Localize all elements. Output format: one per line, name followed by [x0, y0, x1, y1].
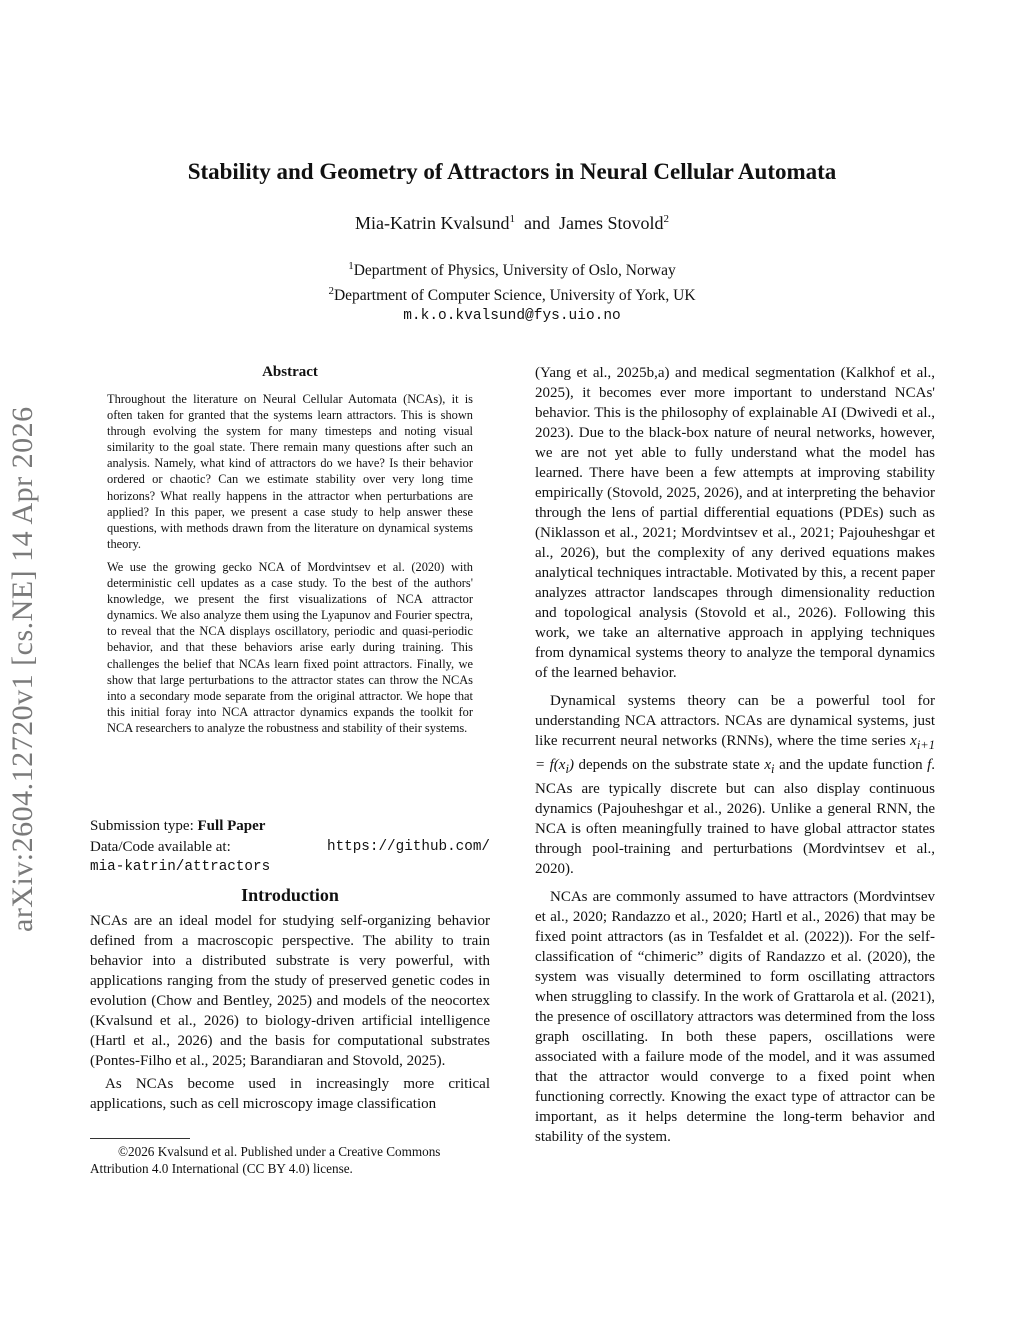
submission-info [90, 816, 490, 878]
paper-title: Stability and Geometry of Attractors in Neural Cellular Automata [187, 159, 837, 184]
body-paragraph: (Yang et al., 2025b,a) and medical segmentation (Kalkhof et al., 2025), it becomes ever more important to understand NCAs' behavior. This is the philosophy of explainable AI (Dwivedi et al., 2023). Due to the black-box nature of neural networks, however, we are not yet able to fully understand what the model has learned. There have been a few attempts at improving stability empirically (Stovold, 2025, 2026), and at interpreting the behavior through the lens of partial differential equations (PDEs) such as (Niklasson et al., 2021; Mordvintsev et al., 2021; Pajouheshgar et al., 2026), but the complexity of any derived equations makes analytical techniques intractable. Motivated by this, a recent paper analyzes attractor landscapes through dimensionality reduction and topological analysis (Stovold et al., 2026). Following this work, we take an alternative approach in applying techniques from dynamical systems theory to analyze the temporal dynamics of the learned behavior. [535, 365, 935, 681]
introduction-heading: Introduction [241, 885, 339, 905]
footnote-divider [90, 1138, 190, 1139]
author-name: Mia-Katrin Kvalsund [355, 213, 510, 233]
affiliation-text: Department of Physics, University of Oslo, Norway [353, 262, 676, 280]
affiliation-text: Department of Computer Science, University of York, UK [333, 287, 696, 305]
arxiv-identifier: arXiv:2604.12720v1 [cs.NE] 14 Apr 2026 [6, 406, 39, 932]
data-label: Data/Code available at: [90, 838, 231, 855]
data-availability [90, 837, 490, 858]
author-email[interactable]: m.k.o.kvalsund@fys.uio.no [403, 308, 621, 325]
affiliation-line [0, 281, 1024, 306]
submission-label: Submission type: [90, 818, 194, 834]
affiliation-marker: 1 [509, 213, 515, 225]
affiliation-line [0, 256, 1024, 281]
introduction-paragraph: As NCAs become used in increasingly more critical applications, such as cell microscopy image classification [90, 1076, 490, 1112]
abstract-body [107, 391, 473, 743]
affiliation-marker: 2 [328, 285, 334, 298]
text-run: Dynamical systems theory can be a powerful tool for understanding NCA attractors. NCAs are dynamical systems, just like recurrent neural networks (RNNs), where the time series [535, 693, 935, 749]
text-run: and the update function [779, 757, 923, 773]
submission-value: Full Paper [197, 818, 266, 834]
text-run: depends on the substrate state [578, 757, 760, 773]
abstract-paragraph: We use the growing gecko NCA of Mordvintsev et al. (2020) with deterministic cell updates as a case study. To the best of the authors' knowledge, we present the first visualizations of NCA attractor dynamics. We also analyze them using the Lyapunov and Fourier spectra, to reveal that the NCA displays oscillatory, periodic and quasi-periodic behavior, and that these behaviors arise early during training. This challenges the belief that NCAs learn fixed point attractors. Finally, we show that large perturbations to the attractor states can throw the NCAs into a secondary mode separate from the original attractor. We hope that this initial foray into NCA attractor dynamics expands the toolkit for NCA researchers to analyze the robustness and stability of their systems. [107, 559, 473, 735]
equation-inline: $x_{i+1} = f(x_i)$ [535, 733, 935, 776]
repository-link-continued[interactable]: mia-katrin/attractors [90, 859, 271, 875]
affiliation-marker: 2 [663, 213, 669, 225]
variable-inline: f [927, 757, 932, 773]
body-paragraph [535, 691, 935, 879]
abstract-paragraph: Throughout the literature on Neural Cellular Automata (NCAs), it is often taken for granted that the systems learn attractors. This is shown through evolving the system for many timesteps and noting visual similarity to the goal state. There remain many questions after such an analysis. Namely, what kind of attractors do we have? Is their behavior ordered or chaotic? Can we estimate stability over very long time horizons? What really happens in the attractor when perturbations are applied? In this paper, we present a case study to help answer these questions, with methods drawn from the literature on dynamical systems theory. [107, 392, 473, 551]
author-name: James Stovold [558, 213, 664, 233]
abstract-heading: Abstract [262, 364, 318, 380]
body-paragraph: NCAs are commonly assumed to have attractors (Mordvintsev et al., 2020; Randazzo et al., 2020; Hartl et al., 2026) that may be fixed point attractors (as in Tesfaldet et al. (2022)). For the self-classification of “chimeric” digits of Randazzo et al. (2020), the system was visually determined to form oscillating attractors when struggling to classify. In the work of Grattarola et al. (2021), the presence of oscillatory attractors was determined from the loss graph oscillating. In both these papers, oscillations were associated with a failure mode of the model, and it was assumed that the attractor would converge to a fixed point when functioning correctly. Knowing the exact type of attractor can be important, as it helps determine the long-term behavior and stability of the system. [535, 889, 935, 1145]
introduction-paragraph: NCAs are an ideal model for studying self-organizing behavior defined from a macroscopic perspective. The ability to train behavior into a distributed substrate is very powerful, with applications ranging from the study of preserved genetic codes in evolution (Chow and Bentley, 2025) and models of the neocortex (Kvalsund et al., 2026) to biology-driven artificial intelligence (Hartl et al., 2026) and the basis for computational substrates (Pontes-Filho et al., 2025; Barandiaran and Stovold, 2025). [90, 913, 490, 1069]
text-run: . NCAs are typically discrete but can also display continuous dynamics (Pajouheshgar et al., 2026). Unlike a general RNN, the NCA is often meaningfully trained to have global attractor states through pool-training and perturbations (Mordvintsev et al., 2020). [535, 757, 936, 877]
right-column [535, 363, 935, 1155]
author-list [0, 213, 1024, 234]
submission-type [90, 816, 490, 837]
author-conjunction: and [523, 213, 550, 233]
affiliation-marker: 1 [348, 260, 354, 272]
copyright-footnote: ©2026 Kvalsund et al. Published under a Creative Commons Attribution 4.0 International (CC BY 4.0) license. [90, 1144, 441, 1176]
repository-link[interactable]: https://github.com/ [326, 838, 490, 855]
introduction-body [90, 911, 490, 1117]
affiliations [0, 256, 1024, 326]
variable-inline: $x_i$ [764, 757, 775, 776]
